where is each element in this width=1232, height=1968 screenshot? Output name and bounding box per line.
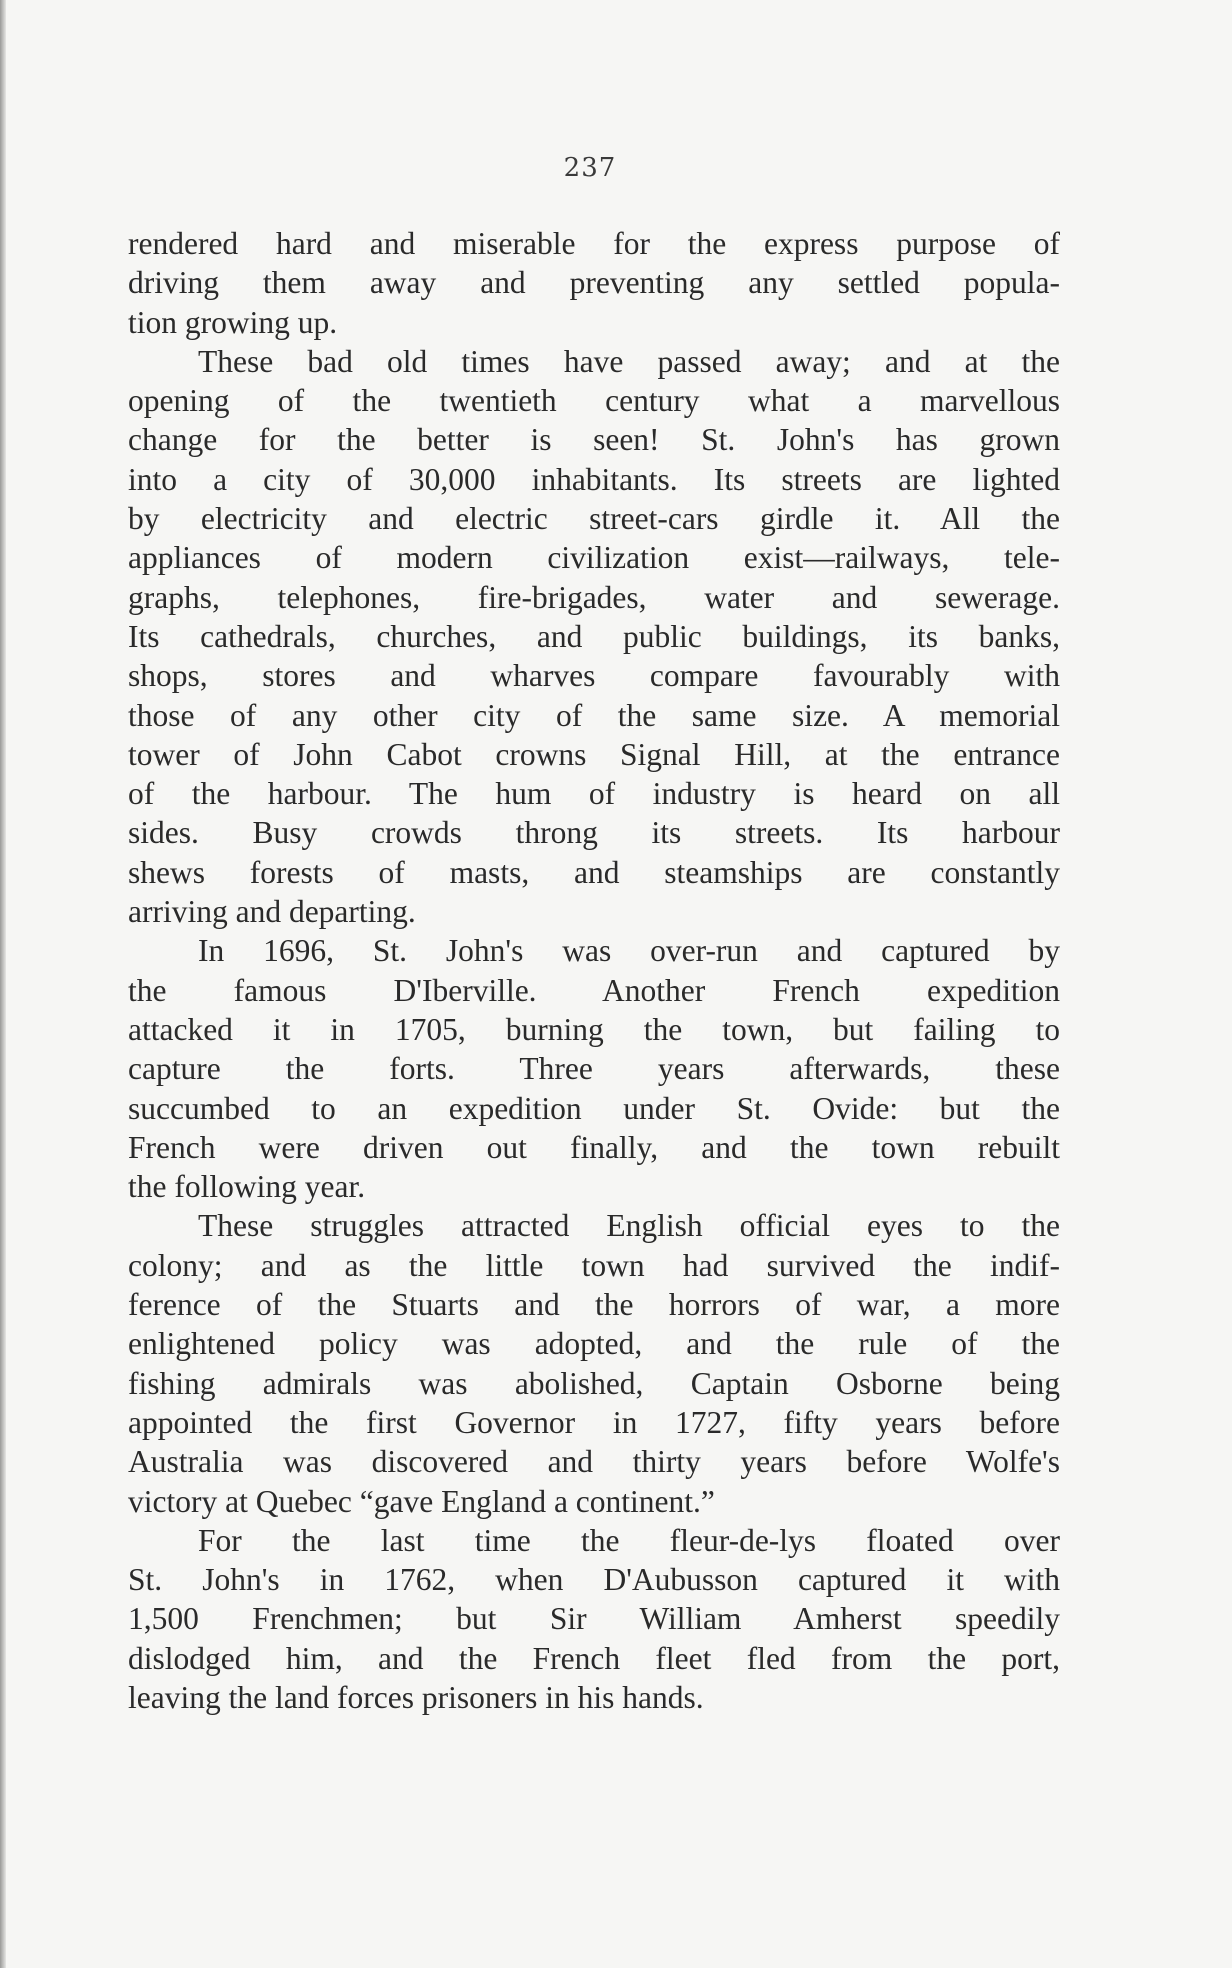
- text-line: Its cathedrals, churches, and public buildings, its banks,: [128, 618, 1060, 654]
- text-line: change for the better is seen! St. John's has grown: [128, 422, 1060, 458]
- text-line: 1,500 Frenchmen; but Sir William Amherst speedily: [128, 1601, 1060, 1637]
- text-line: These struggles attracted English official eyes to the: [198, 1208, 1060, 1244]
- body-text: [128, 224, 1060, 1717]
- text-line: ference of the Stuarts and the horrors of war, a more: [128, 1287, 1060, 1323]
- text-line: attacked it in 1705, burning the town, but failing to: [128, 1011, 1060, 1047]
- text-line: For the last time the fleur-de-lys floated over: [198, 1522, 1060, 1558]
- paragraph: [128, 224, 1060, 342]
- text-line: arriving and departing.: [128, 894, 416, 930]
- page-number: 237: [563, 153, 617, 183]
- text-line: opening of the twentieth century what a marvellous: [128, 383, 1060, 419]
- text-line: by electricity and electric street-cars girdle it. All the: [128, 501, 1060, 537]
- text-line: appointed the first Governor in 1727, fifty years before: [128, 1404, 1060, 1440]
- text-line: tion growing up.: [128, 304, 338, 340]
- text-line: leaving the land forces prisoners in his hands.: [128, 1679, 704, 1715]
- text-line: succumbed to an expedition under St. Ovide: but the: [128, 1090, 1060, 1126]
- text-line: appliances of modern civilization exist—railways, tele-: [128, 540, 1060, 576]
- text-line: shews forests of masts, and steamships are constantly: [128, 854, 1060, 890]
- text-line: the following year.: [128, 1169, 366, 1205]
- text-line: graphs, telephones, fire-brigades, water and sewerage.: [128, 579, 1060, 615]
- text-line: colony; and as the little town had survived the indif-: [128, 1247, 1060, 1283]
- paragraph: [128, 1206, 1060, 1520]
- text-line: enlightened policy was adopted, and the rule of the: [128, 1326, 1060, 1362]
- paragraph: [128, 342, 1060, 931]
- text-line: those of any other city of the same size. A memorial: [128, 697, 1060, 733]
- text-line: tower of John Cabot crowns Signal Hill, at the entrance: [128, 736, 1060, 772]
- paragraph: [128, 931, 1060, 1206]
- text-line: In 1696, St. John's was over-run and captured by: [198, 933, 1060, 969]
- paragraph: [128, 1521, 1060, 1717]
- text-line: Australia was discovered and thirty years before Wolfe's: [128, 1444, 1060, 1480]
- text-line: sides. Busy crowds throng its streets. Its harbour: [128, 815, 1060, 851]
- text-line: the famous D'Iberville. Another French expedition: [128, 972, 1060, 1008]
- page-edge-shadow: [0, 0, 6, 1968]
- text-line: rendered hard and miserable for the express purpose of: [128, 226, 1060, 261]
- text-line: of the harbour. The hum of industry is heard on all: [128, 776, 1060, 812]
- text-line: driving them away and preventing any settled popula-: [128, 265, 1060, 301]
- text-line: into a city of 30,000 inhabitants. Its streets are lighted: [128, 461, 1060, 497]
- text-line: French were driven out finally, and the town rebuilt: [128, 1129, 1060, 1165]
- text-line: dislodged him, and the French fleet fled from the port,: [128, 1640, 1060, 1676]
- text-line: capture the forts. Three years afterwards, these: [128, 1051, 1060, 1087]
- text-line: St. John's in 1762, when D'Aubusson captured it with: [128, 1562, 1060, 1598]
- text-line: fishing admirals was abolished, Captain Osborne being: [128, 1365, 1060, 1401]
- text-line: These bad old times have passed away; and at the: [198, 343, 1060, 379]
- text-line: victory at Quebec “gave England a continent.”: [128, 1483, 715, 1519]
- text-line: shops, stores and wharves compare favourably with: [128, 658, 1060, 694]
